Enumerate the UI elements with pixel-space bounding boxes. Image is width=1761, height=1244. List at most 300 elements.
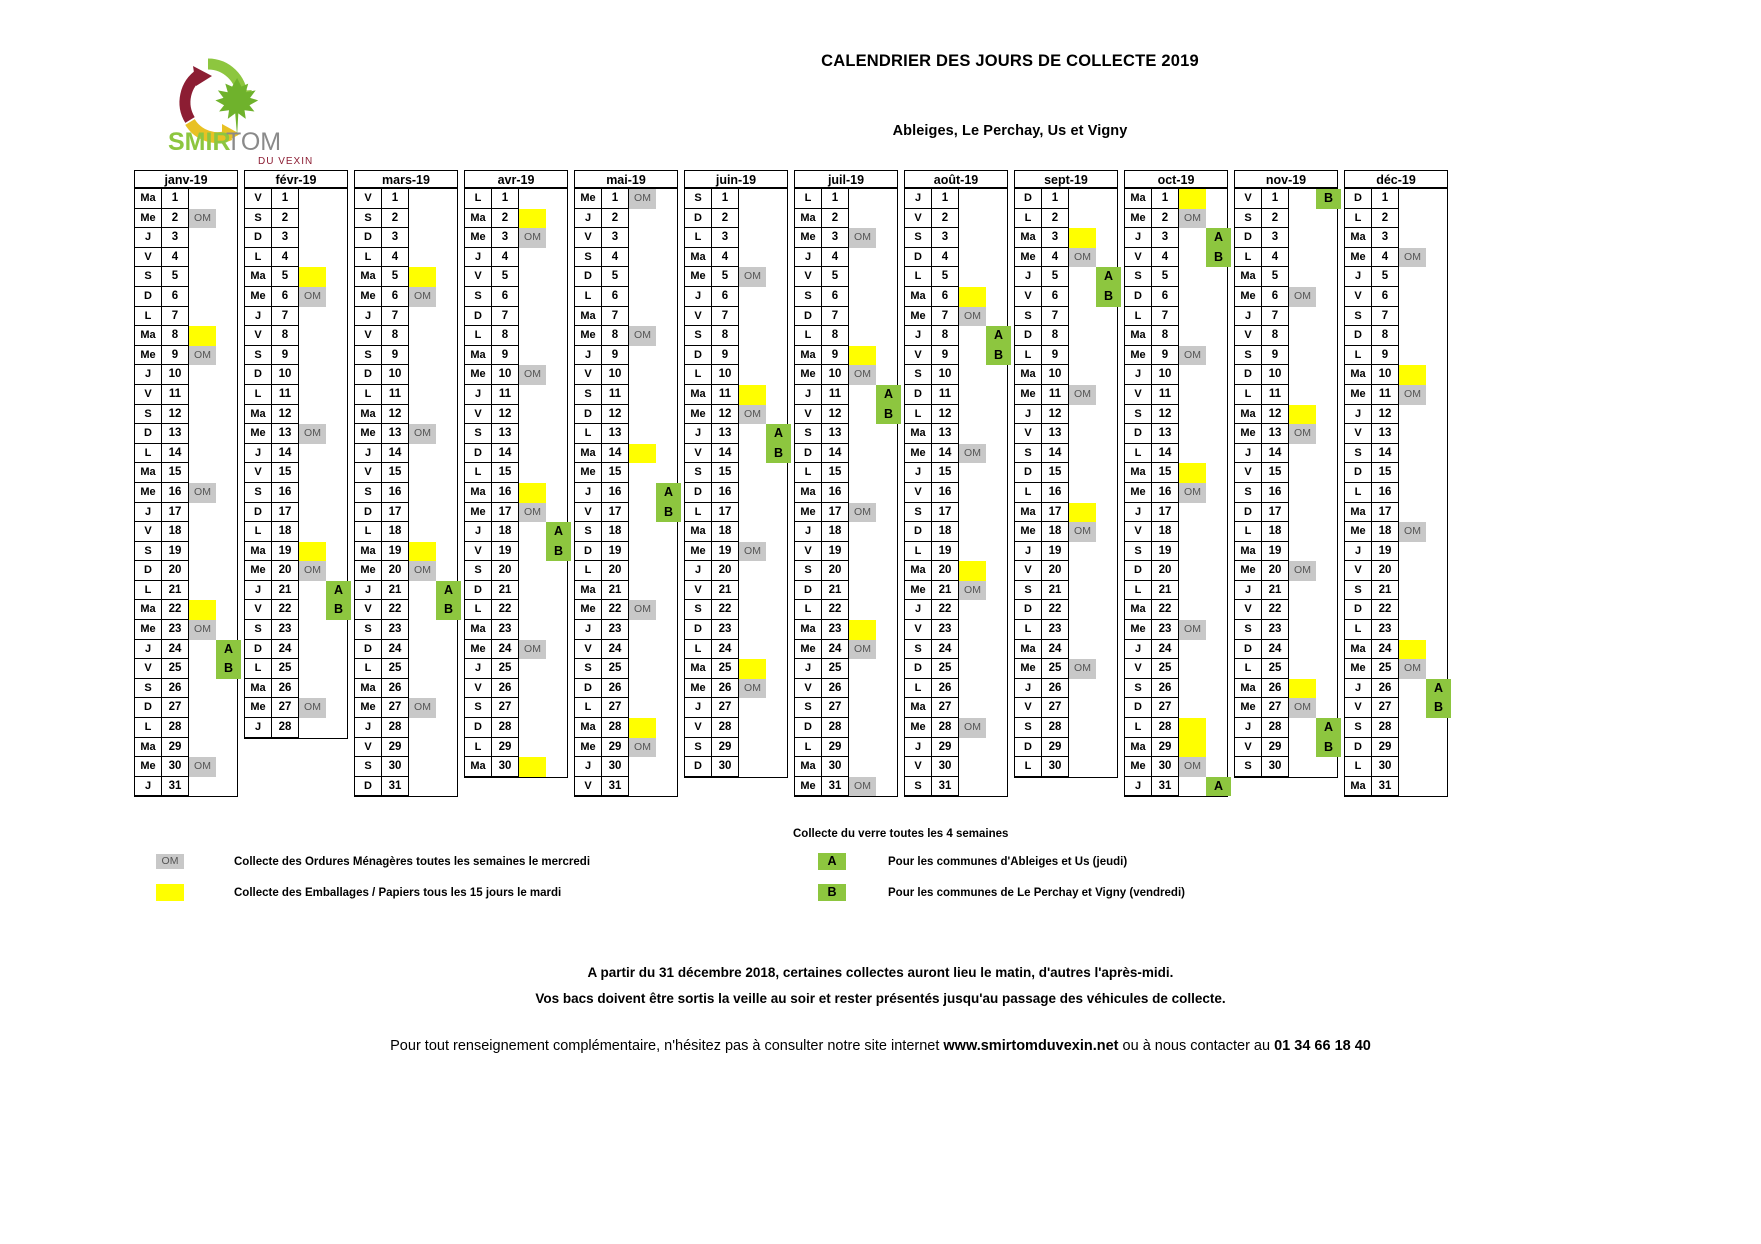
day-name: S <box>355 620 382 640</box>
day-number: 18 <box>1262 522 1289 542</box>
day-number: 20 <box>602 561 629 581</box>
day-number: 24 <box>602 640 629 660</box>
day-name: V <box>795 679 822 699</box>
day-number: 30 <box>932 757 959 777</box>
day-row <box>685 600 787 620</box>
day-row <box>355 600 457 620</box>
month-nov19 <box>1234 170 1342 778</box>
day-number: 12 <box>272 405 299 425</box>
day-name: J <box>1235 307 1262 327</box>
footer-line-2: Vos bacs doivent être sortis la veille au soir et rester présentés jusqu'au passage des véhicules de collecte. <box>535 991 1226 1006</box>
day-marker-cell <box>409 600 455 620</box>
day-name: J <box>135 777 162 797</box>
day-name: Ma <box>575 581 602 601</box>
day-name: S <box>135 267 162 287</box>
day-number: 7 <box>382 307 409 327</box>
day-name: V <box>795 405 822 425</box>
glass-marker-a: A <box>986 326 1011 346</box>
day-name: L <box>465 600 492 620</box>
day-marker-cell <box>189 463 235 483</box>
day-name: S <box>245 483 272 503</box>
week-block <box>904 188 1008 267</box>
day-row <box>135 267 237 287</box>
day-row <box>685 346 787 366</box>
day-marker-cell <box>959 424 1005 444</box>
day-name: S <box>1235 620 1262 640</box>
day-marker-cell <box>189 522 235 542</box>
day-number: 9 <box>1042 346 1069 366</box>
day-name: J <box>905 326 932 346</box>
day-name: Me <box>575 738 602 758</box>
day-row <box>1015 405 1117 425</box>
day-number: 7 <box>932 307 959 327</box>
day-row <box>795 267 897 287</box>
month-header: août-19 <box>904 170 1008 188</box>
day-row <box>245 463 347 483</box>
day-number: 11 <box>382 385 409 405</box>
day-row <box>1125 581 1227 601</box>
packaging-marker <box>1179 463 1206 483</box>
day-row <box>135 542 237 562</box>
month-header: févr-19 <box>244 170 348 188</box>
day-number: 28 <box>1152 718 1179 738</box>
day-name: V <box>355 600 382 620</box>
day-row <box>1345 287 1447 307</box>
day-name: J <box>1345 542 1372 562</box>
day-name: V <box>355 463 382 483</box>
glass-marker-b: B <box>436 600 461 620</box>
day-marker-cell <box>1399 542 1445 562</box>
day-number: 24 <box>162 640 189 660</box>
day-row <box>1125 522 1227 542</box>
day-row <box>685 463 787 483</box>
day-number: 30 <box>1372 757 1399 777</box>
day-number: 22 <box>382 600 409 620</box>
day-marker-cell <box>849 463 895 483</box>
day-name: L <box>135 581 162 601</box>
day-marker-cell <box>1069 640 1115 660</box>
day-row <box>1015 228 1117 248</box>
day-row <box>685 424 787 444</box>
day-number: 10 <box>1152 365 1179 385</box>
day-name: D <box>905 248 932 268</box>
day-marker-cell <box>1289 463 1335 483</box>
day-name: D <box>1235 365 1262 385</box>
day-name: J <box>1125 228 1152 248</box>
day-row <box>905 777 1007 797</box>
day-row <box>245 503 347 523</box>
day-row <box>1345 326 1447 346</box>
day-name: J <box>685 698 712 718</box>
day-number: 27 <box>1372 698 1399 718</box>
day-row <box>135 326 237 346</box>
week-block <box>1124 718 1228 797</box>
day-name: V <box>1015 561 1042 581</box>
day-name: Ma <box>905 287 932 307</box>
day-row <box>1015 209 1117 229</box>
day-number: 15 <box>1042 463 1069 483</box>
glass-marker-a: A <box>326 581 351 601</box>
week-block <box>1124 444 1228 581</box>
legend-glass-title: Collecte du verre toutes les 4 semaines <box>793 828 1009 840</box>
day-name: Ma <box>905 561 932 581</box>
day-name: Ma <box>135 326 162 346</box>
day-row <box>135 777 237 797</box>
day-number: 18 <box>1372 522 1399 542</box>
day-name: D <box>575 679 602 699</box>
day-row <box>905 542 1007 562</box>
day-row <box>1125 620 1227 640</box>
day-row <box>1125 405 1227 425</box>
day-row <box>1235 248 1337 268</box>
day-name: D <box>685 483 712 503</box>
day-name: D <box>905 385 932 405</box>
day-name: L <box>355 248 382 268</box>
day-marker-cell <box>739 600 785 620</box>
day-row <box>1235 757 1337 777</box>
day-name: Me <box>685 679 712 699</box>
day-name: V <box>575 503 602 523</box>
day-number: 4 <box>492 248 519 268</box>
day-name: L <box>1125 718 1152 738</box>
day-row <box>1345 659 1447 679</box>
day-number: 5 <box>382 267 409 287</box>
day-row <box>135 346 237 366</box>
day-marker-cell <box>1069 561 1115 581</box>
day-name: V <box>685 581 712 601</box>
packaging-marker <box>409 267 436 287</box>
day-row <box>135 581 237 601</box>
day-name: V <box>465 405 492 425</box>
legend-om-text: Collecte des Ordures Ménagères toutes les semaines le mercredi <box>234 855 591 868</box>
day-row <box>135 738 237 758</box>
week-block <box>134 444 238 581</box>
week-block <box>1014 209 1118 346</box>
day-row <box>795 287 897 307</box>
day-row <box>1125 248 1227 268</box>
day-row <box>795 326 897 346</box>
day-number: 29 <box>822 738 849 758</box>
day-name: Ma <box>795 757 822 777</box>
day-row <box>245 640 347 660</box>
day-name: V <box>465 267 492 287</box>
day-marker-cell <box>299 228 345 248</box>
day-number: 13 <box>162 424 189 444</box>
day-marker-cell <box>409 209 455 229</box>
page-footer <box>0 965 1761 1054</box>
day-name: Ma <box>245 405 272 425</box>
day-marker-cell <box>519 365 565 385</box>
day-number: 14 <box>162 444 189 464</box>
day-name: S <box>465 561 492 581</box>
om-marker: OM <box>959 307 986 327</box>
day-name: L <box>135 718 162 738</box>
week-block <box>354 659 458 797</box>
day-number: 14 <box>712 444 739 464</box>
day-row <box>355 640 457 660</box>
month-header: janv-19 <box>134 170 238 188</box>
day-row <box>1015 640 1117 660</box>
day-row <box>1125 424 1227 444</box>
day-marker-cell <box>1069 346 1115 366</box>
legend-packaging-text: Collecte des Emballages / Papiers tous les 15 jours le mardi <box>234 886 562 899</box>
day-number: 17 <box>932 503 959 523</box>
day-name: D <box>685 209 712 229</box>
day-marker-cell <box>1179 698 1225 718</box>
day-marker-cell <box>849 503 895 523</box>
day-marker-cell <box>849 267 895 287</box>
day-number: 21 <box>1262 581 1289 601</box>
day-name: Me <box>135 483 162 503</box>
day-marker-cell <box>1179 738 1225 758</box>
day-name: S <box>1125 405 1152 425</box>
day-row <box>355 503 457 523</box>
day-number: 7 <box>1042 307 1069 327</box>
day-marker-cell <box>849 659 895 679</box>
day-row <box>355 307 457 327</box>
day-name: D <box>795 718 822 738</box>
day-row <box>795 463 897 483</box>
day-number: 28 <box>822 718 849 738</box>
day-name: Me <box>1235 424 1262 444</box>
day-marker-cell <box>959 738 1005 758</box>
day-row <box>1125 600 1227 620</box>
day-name: Me <box>575 189 602 209</box>
glass-marker-a: A <box>436 581 461 601</box>
day-name: L <box>1015 620 1042 640</box>
day-marker-cell <box>409 463 455 483</box>
day-name: L <box>135 444 162 464</box>
day-marker-cell <box>189 385 235 405</box>
week-block <box>574 188 678 287</box>
day-number: 21 <box>272 581 299 601</box>
day-marker-cell <box>189 777 235 797</box>
day-row <box>905 600 1007 620</box>
day-row <box>575 659 677 679</box>
day-row <box>245 718 347 738</box>
week-block <box>1124 581 1228 718</box>
day-row <box>1345 444 1447 464</box>
day-name: L <box>795 326 822 346</box>
day-marker-cell <box>189 581 235 601</box>
day-number: 7 <box>272 307 299 327</box>
day-row <box>135 679 237 699</box>
packaging-marker <box>299 267 326 287</box>
day-row <box>1125 209 1227 229</box>
day-row <box>245 600 347 620</box>
day-name: Ma <box>685 385 712 405</box>
day-marker-cell <box>189 248 235 268</box>
day-number: 27 <box>932 698 959 718</box>
day-marker-cell <box>629 503 675 523</box>
om-marker: OM <box>1069 248 1096 268</box>
day-marker-cell <box>959 659 1005 679</box>
day-name: Ma <box>245 267 272 287</box>
website-link[interactable]: www.smirtomduvexin.net <box>943 1038 1119 1054</box>
day-number: 15 <box>932 463 959 483</box>
day-marker-cell <box>1289 405 1335 425</box>
day-number: 27 <box>822 698 849 718</box>
day-number: 17 <box>382 503 409 523</box>
day-name: S <box>575 659 602 679</box>
day-marker-cell <box>739 365 785 385</box>
day-marker-cell <box>299 600 345 620</box>
day-name: J <box>1235 581 1262 601</box>
day-row <box>685 228 787 248</box>
day-number: 29 <box>932 738 959 758</box>
day-marker-cell <box>629 679 675 699</box>
day-name: J <box>905 189 932 209</box>
day-row <box>1345 209 1447 229</box>
day-marker-cell <box>629 424 675 444</box>
day-row <box>135 287 237 307</box>
day-row <box>245 287 347 307</box>
day-name: D <box>1015 600 1042 620</box>
week-block <box>1124 307 1228 444</box>
day-name: S <box>905 777 932 797</box>
glass-marker-a: A <box>1206 228 1231 248</box>
day-row <box>355 287 457 307</box>
day-number: 23 <box>1042 620 1069 640</box>
day-row <box>685 483 787 503</box>
day-row <box>575 287 677 307</box>
day-marker-cell <box>299 365 345 385</box>
day-number: 13 <box>1042 424 1069 444</box>
day-name: D <box>1345 463 1372 483</box>
day-name: S <box>1125 542 1152 562</box>
packaging-marker <box>849 620 876 640</box>
day-row <box>1235 365 1337 385</box>
day-name: L <box>465 738 492 758</box>
week-block <box>1234 659 1338 778</box>
day-row <box>1235 522 1337 542</box>
day-name: J <box>795 659 822 679</box>
day-number: 29 <box>382 738 409 758</box>
day-name: D <box>1125 424 1152 444</box>
week-block <box>1124 188 1228 307</box>
day-number: 22 <box>822 600 849 620</box>
day-number: 16 <box>272 483 299 503</box>
day-row <box>135 600 237 620</box>
day-marker-cell <box>409 581 455 601</box>
day-name: J <box>795 522 822 542</box>
om-marker: OM <box>299 561 326 581</box>
day-number: 8 <box>822 326 849 346</box>
day-number: 5 <box>272 267 299 287</box>
day-row <box>1015 503 1117 523</box>
day-number: 19 <box>492 542 519 562</box>
day-number: 9 <box>1152 346 1179 366</box>
day-number: 12 <box>712 405 739 425</box>
day-marker-cell <box>739 581 785 601</box>
day-number: 26 <box>1262 679 1289 699</box>
day-marker-cell <box>959 228 1005 248</box>
day-row <box>135 209 237 229</box>
day-name: L <box>795 600 822 620</box>
week-block <box>574 287 678 424</box>
day-row <box>685 444 787 464</box>
om-marker: OM <box>1399 659 1426 679</box>
day-row <box>1015 307 1117 327</box>
om-marker: OM <box>1179 483 1206 503</box>
day-number: 2 <box>602 209 629 229</box>
day-marker-cell <box>629 287 675 307</box>
day-number: 20 <box>1262 561 1289 581</box>
day-name: S <box>905 228 932 248</box>
om-marker: OM <box>739 267 766 287</box>
day-number: 17 <box>1042 503 1069 523</box>
day-name: J <box>465 385 492 405</box>
day-number: 4 <box>932 248 959 268</box>
day-marker-cell <box>1289 718 1335 738</box>
day-marker-cell <box>849 307 895 327</box>
day-row <box>1235 424 1337 444</box>
day-name: S <box>575 248 602 268</box>
day-marker-cell <box>849 640 895 660</box>
day-row <box>1235 561 1337 581</box>
day-marker-cell <box>189 189 235 209</box>
day-row <box>905 659 1007 679</box>
day-row <box>1015 581 1117 601</box>
day-marker-cell <box>189 620 235 640</box>
day-number: 6 <box>1042 287 1069 307</box>
week-block <box>574 698 678 797</box>
day-name: Me <box>1015 248 1042 268</box>
day-row <box>685 189 787 209</box>
day-marker-cell <box>959 209 1005 229</box>
day-number: 9 <box>272 346 299 366</box>
day-name: J <box>245 718 272 738</box>
day-name: Me <box>465 365 492 385</box>
week-block <box>794 188 898 326</box>
day-row <box>135 248 237 268</box>
day-name: V <box>1125 659 1152 679</box>
day-marker-cell <box>1179 424 1225 444</box>
day-row <box>465 542 567 562</box>
day-row <box>1015 424 1117 444</box>
day-marker-cell <box>409 679 455 699</box>
day-number: 12 <box>1152 405 1179 425</box>
day-name: L <box>905 405 932 425</box>
day-number: 10 <box>822 365 849 385</box>
week-block <box>354 188 458 248</box>
day-name: Ma <box>1235 542 1262 562</box>
day-row <box>245 424 347 444</box>
day-row <box>905 346 1007 366</box>
day-marker-cell <box>959 248 1005 268</box>
day-name: D <box>575 267 602 287</box>
day-number: 5 <box>822 267 849 287</box>
day-marker-cell <box>1289 365 1335 385</box>
day-row <box>1345 365 1447 385</box>
smirtom-logo <box>160 42 320 167</box>
day-marker-cell <box>189 503 235 523</box>
day-marker-cell <box>409 522 455 542</box>
green-a-swatch: A <box>818 853 846 870</box>
day-row <box>1235 326 1337 346</box>
day-name: L <box>465 463 492 483</box>
day-marker-cell <box>849 738 895 758</box>
day-number: 3 <box>382 228 409 248</box>
day-number: 17 <box>712 503 739 523</box>
day-number: 8 <box>382 326 409 346</box>
legend-item-packaging <box>156 884 561 901</box>
day-name: V <box>905 620 932 640</box>
day-row <box>795 620 897 640</box>
day-name: Me <box>245 561 272 581</box>
om-marker: OM <box>299 698 326 718</box>
day-row <box>465 463 567 483</box>
